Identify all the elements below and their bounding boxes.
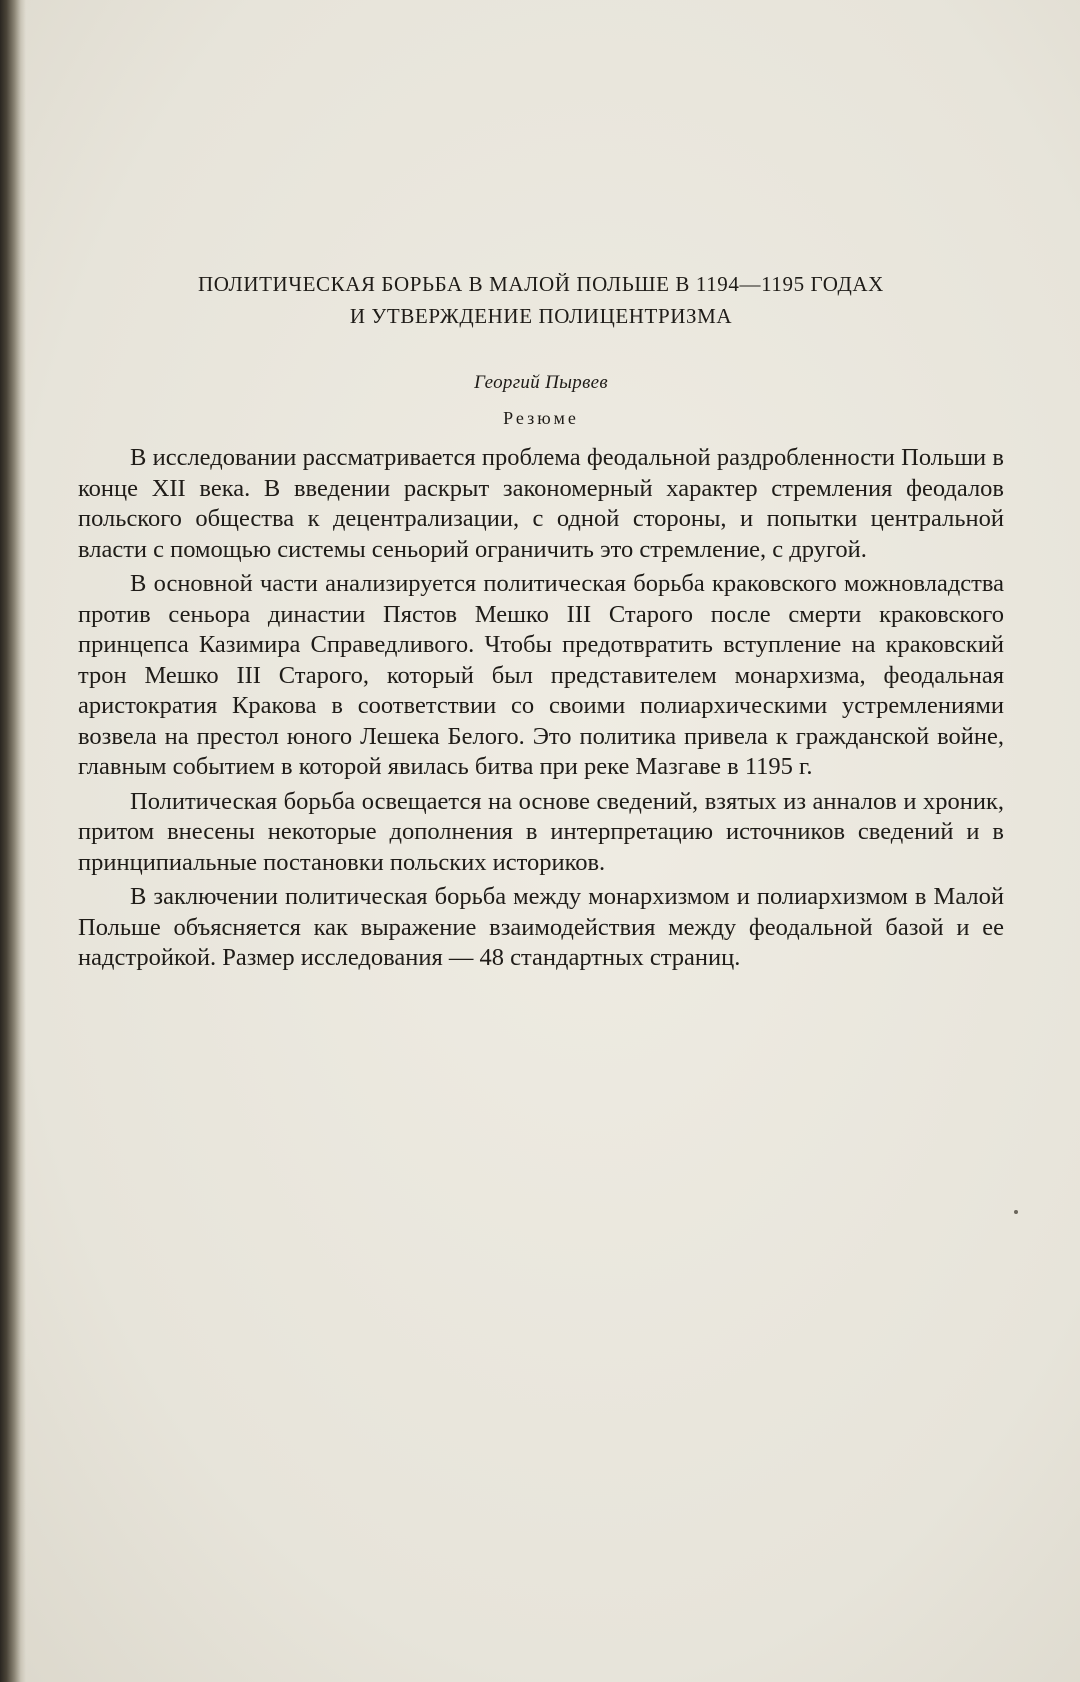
paragraph-3: Политическая борьба освещается на основе сведений, взятых из анналов и хроник, притом внесены некоторые дополнения в интерпретацию источников сведений и в принципиальные постановки польских историков. bbox=[78, 787, 1004, 876]
summary-body bbox=[78, 443, 1004, 974]
binding-edge bbox=[0, 0, 26, 1682]
section-heading: Резюме bbox=[503, 408, 579, 428]
paper-speck bbox=[1014, 1210, 1018, 1214]
title-line-2: И УТВЕРЖДЕНИЕ ПОЛИЦЕНТРИЗМА bbox=[349, 304, 733, 328]
paragraph-2: В основной части анализируется политическая борьба краковского можновладства против сеньора династии Пястов Мешко III Старого после смерти краковского принцепса Казимира Справедливого. Чтобы предотвратить вступление на краковский трон Мешко III Старого, который был представителем монархизма, феодальная аристократия Кракова в соответствии со своими полиархическими устремлениями возвела на престол юного Лешека Белого. Это политика привела к гражданской войне, главным событием в которой явилась битва при реке Мазгаве в 1195 г. bbox=[78, 570, 1004, 780]
paragraph-4: В заключении политическая борьба между монархизмом и полиархизмом в Малой Польше объясняется как выражение взаимодействия между феодальной базой и ее надстройкой. Размер исследования — 48 стандартных страниц. bbox=[78, 883, 1004, 971]
paragraph-1: В исследовании рассматривается проблема феодальной раздробленности Польши в конце XII века. В введении раскрыт закономерный характер стремления феодалов польского общества к децентрализации, с одной стороны, и попытки центральной власти с помощью системы сеньорий ограничить это стремление, с другой. bbox=[78, 444, 1004, 563]
article-content bbox=[78, 268, 1004, 974]
article-title bbox=[78, 268, 1004, 332]
title-line-1: ПОЛИТИЧЕСКАЯ БОРЬБА В МАЛОЙ ПОЛЬШЕ В 1194—1195 ГОДАХ bbox=[198, 272, 884, 296]
author-name: Георгий Пырвев bbox=[474, 372, 608, 393]
